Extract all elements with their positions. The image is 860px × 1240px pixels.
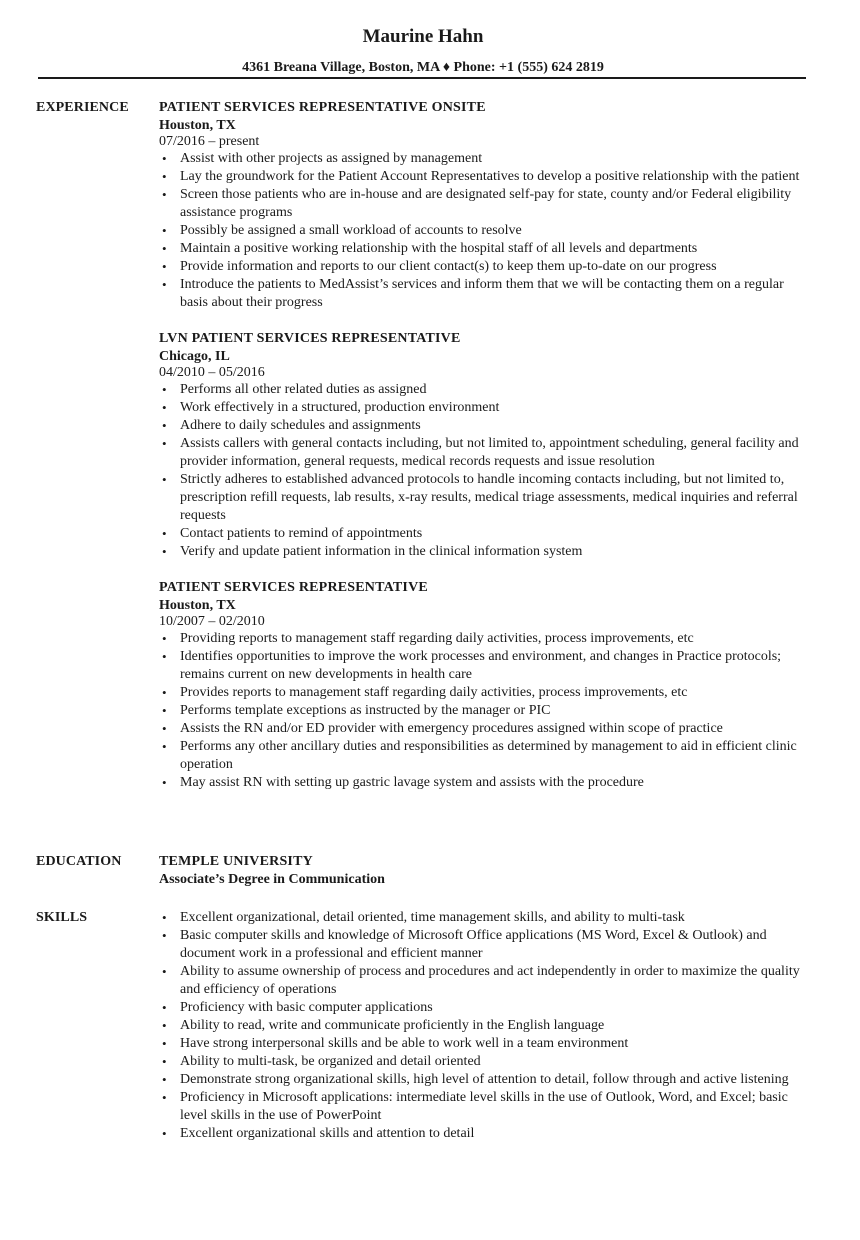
duty-bullet: • Assists callers with general contacts including, but not limited to, appointment scheduling, general facility and provider information, general requests, medical records requests and issue resolution xyxy=(159,435,809,471)
contact-line: 4361 Breana Village, Boston, MA ♦ Phone: +1 (555) 624 2819 xyxy=(242,60,604,75)
duty-bullet: • Introduce the patients to MedAssist’s services and inform them that we will be contacting them on a regular basis about their progress xyxy=(159,276,809,312)
education-entry xyxy=(159,853,809,888)
job-location: Houston, TX xyxy=(159,118,236,133)
skill-bullet: • Proficiency in Microsoft applications: intermediate level skills in the use of Outlook, Word, and Excel; basic level skills in the use of PowerPoint xyxy=(159,1089,809,1125)
job-title: LVN PATIENT SERVICES REPRESENTATIVE xyxy=(159,331,461,346)
job-dates: 04/2010 – 05/2016 xyxy=(159,365,265,380)
duty-bullet: • Verify and update patient information in the clinical information system xyxy=(159,543,809,561)
experience-list xyxy=(159,99,809,810)
skills-list xyxy=(159,909,809,1143)
skill-bullet: • Have strong interpersonal skills and be able to work well in a team environment xyxy=(159,1035,809,1053)
duty-bullet: • Contact patients to remind of appointments xyxy=(159,525,809,543)
duty-bullet: • Lay the groundwork for the Patient Account Representatives to develop a positive relationship with the patient xyxy=(159,168,809,186)
job-dates: 07/2016 – present xyxy=(159,134,260,149)
job-entry xyxy=(159,579,809,792)
duty-bullet: • Identifies opportunities to improve the work processes and environment, and changes in Practice protocols; remains current on new developments in health care xyxy=(159,648,809,684)
section-label-education: EDUCATION xyxy=(36,854,122,869)
skill-bullet: • Proficiency with basic computer applications xyxy=(159,999,809,1017)
section-label-experience: EXPERIENCE xyxy=(36,100,129,115)
job-location: Houston, TX xyxy=(159,598,236,613)
duty-bullet: • Performs all other related duties as assigned xyxy=(159,381,809,399)
duty-bullet: • Screen those patients who are in-house and are designated self-pay for state, county and/or Federal eligibility assistance programs xyxy=(159,186,809,222)
job-entry xyxy=(159,99,809,312)
duty-bullet: • Strictly adheres to established advanced protocols to handle incoming contacts including, but not limited to, prescription refill requests, lab results, x-ray results, medical triage assessments, medical inquiries and referral requests xyxy=(159,471,809,525)
duty-bullet: • Performs any other ancillary duties and responsibilities as determined by management to aid in efficient clinic operation xyxy=(159,738,809,774)
job-entry xyxy=(159,330,809,561)
skill-bullet: • Basic computer skills and knowledge of Microsoft Office applications (MS Word, Excel & Outlook) and document work in a professional and efficient manner xyxy=(159,927,809,963)
duty-bullet: • Adhere to daily schedules and assignments xyxy=(159,417,809,435)
duty-bullet: • Possibly be assigned a small workload of accounts to resolve xyxy=(159,222,809,240)
job-title: PATIENT SERVICES REPRESENTATIVE ONSITE xyxy=(159,100,486,115)
section-label-skills: SKILLS xyxy=(36,910,88,925)
duty-bullet: • Assists the RN and/or ED provider with emergency procedures assigned within scope of practice xyxy=(159,720,809,738)
job-dates: 10/2007 – 02/2010 xyxy=(159,614,265,629)
school-name: TEMPLE UNIVERSITY xyxy=(159,854,313,869)
duty-bullet: • Performs template exceptions as instructed by the manager or PIC xyxy=(159,702,809,720)
header-divider xyxy=(38,77,806,79)
duty-bullet: • Providing reports to management staff regarding daily activities, process improvements, etc xyxy=(159,630,809,648)
job-location: Chicago, IL xyxy=(159,349,230,364)
candidate-name: Maurine Hahn xyxy=(362,26,484,47)
duty-bullet: • May assist RN with setting up gastric lavage system and assists with the procedure xyxy=(159,774,809,792)
duty-bullet: • Work effectively in a structured, production environment xyxy=(159,399,809,417)
job-duties-list xyxy=(159,630,809,792)
skill-bullet: • Ability to read, write and communicate proficiently in the English language xyxy=(159,1017,809,1035)
skill-bullet: • Excellent organizational, detail oriented, time management skills, and ability to multi-task xyxy=(159,909,809,927)
skill-bullet: • Ability to assume ownership of process and procedures and act independently in order to maximize the quality and efficiency of operations xyxy=(159,963,809,999)
skill-bullet: • Ability to multi-task, be organized and detail oriented xyxy=(159,1053,809,1071)
duty-bullet: • Maintain a positive working relationship with the hospital staff of all levels and departments xyxy=(159,240,809,258)
skill-bullet: • Demonstrate strong organizational skills, high level of attention to detail, follow through and active listening xyxy=(159,1071,809,1089)
job-duties-list xyxy=(159,381,809,561)
duty-bullet: • Provide information and reports to our client contact(s) to keep them up-to-date on our progress xyxy=(159,258,809,276)
duty-bullet: • Provides reports to management staff regarding daily activities, process improvements, etc xyxy=(159,684,809,702)
skills-entry xyxy=(159,909,809,1143)
degree: Associate’s Degree in Communication xyxy=(159,872,385,887)
job-duties-list xyxy=(159,150,809,312)
skill-bullet: • Excellent organizational skills and attention to detail xyxy=(159,1125,809,1143)
duty-bullet: • Assist with other projects as assigned by management xyxy=(159,150,809,168)
job-title: PATIENT SERVICES REPRESENTATIVE xyxy=(159,580,428,595)
